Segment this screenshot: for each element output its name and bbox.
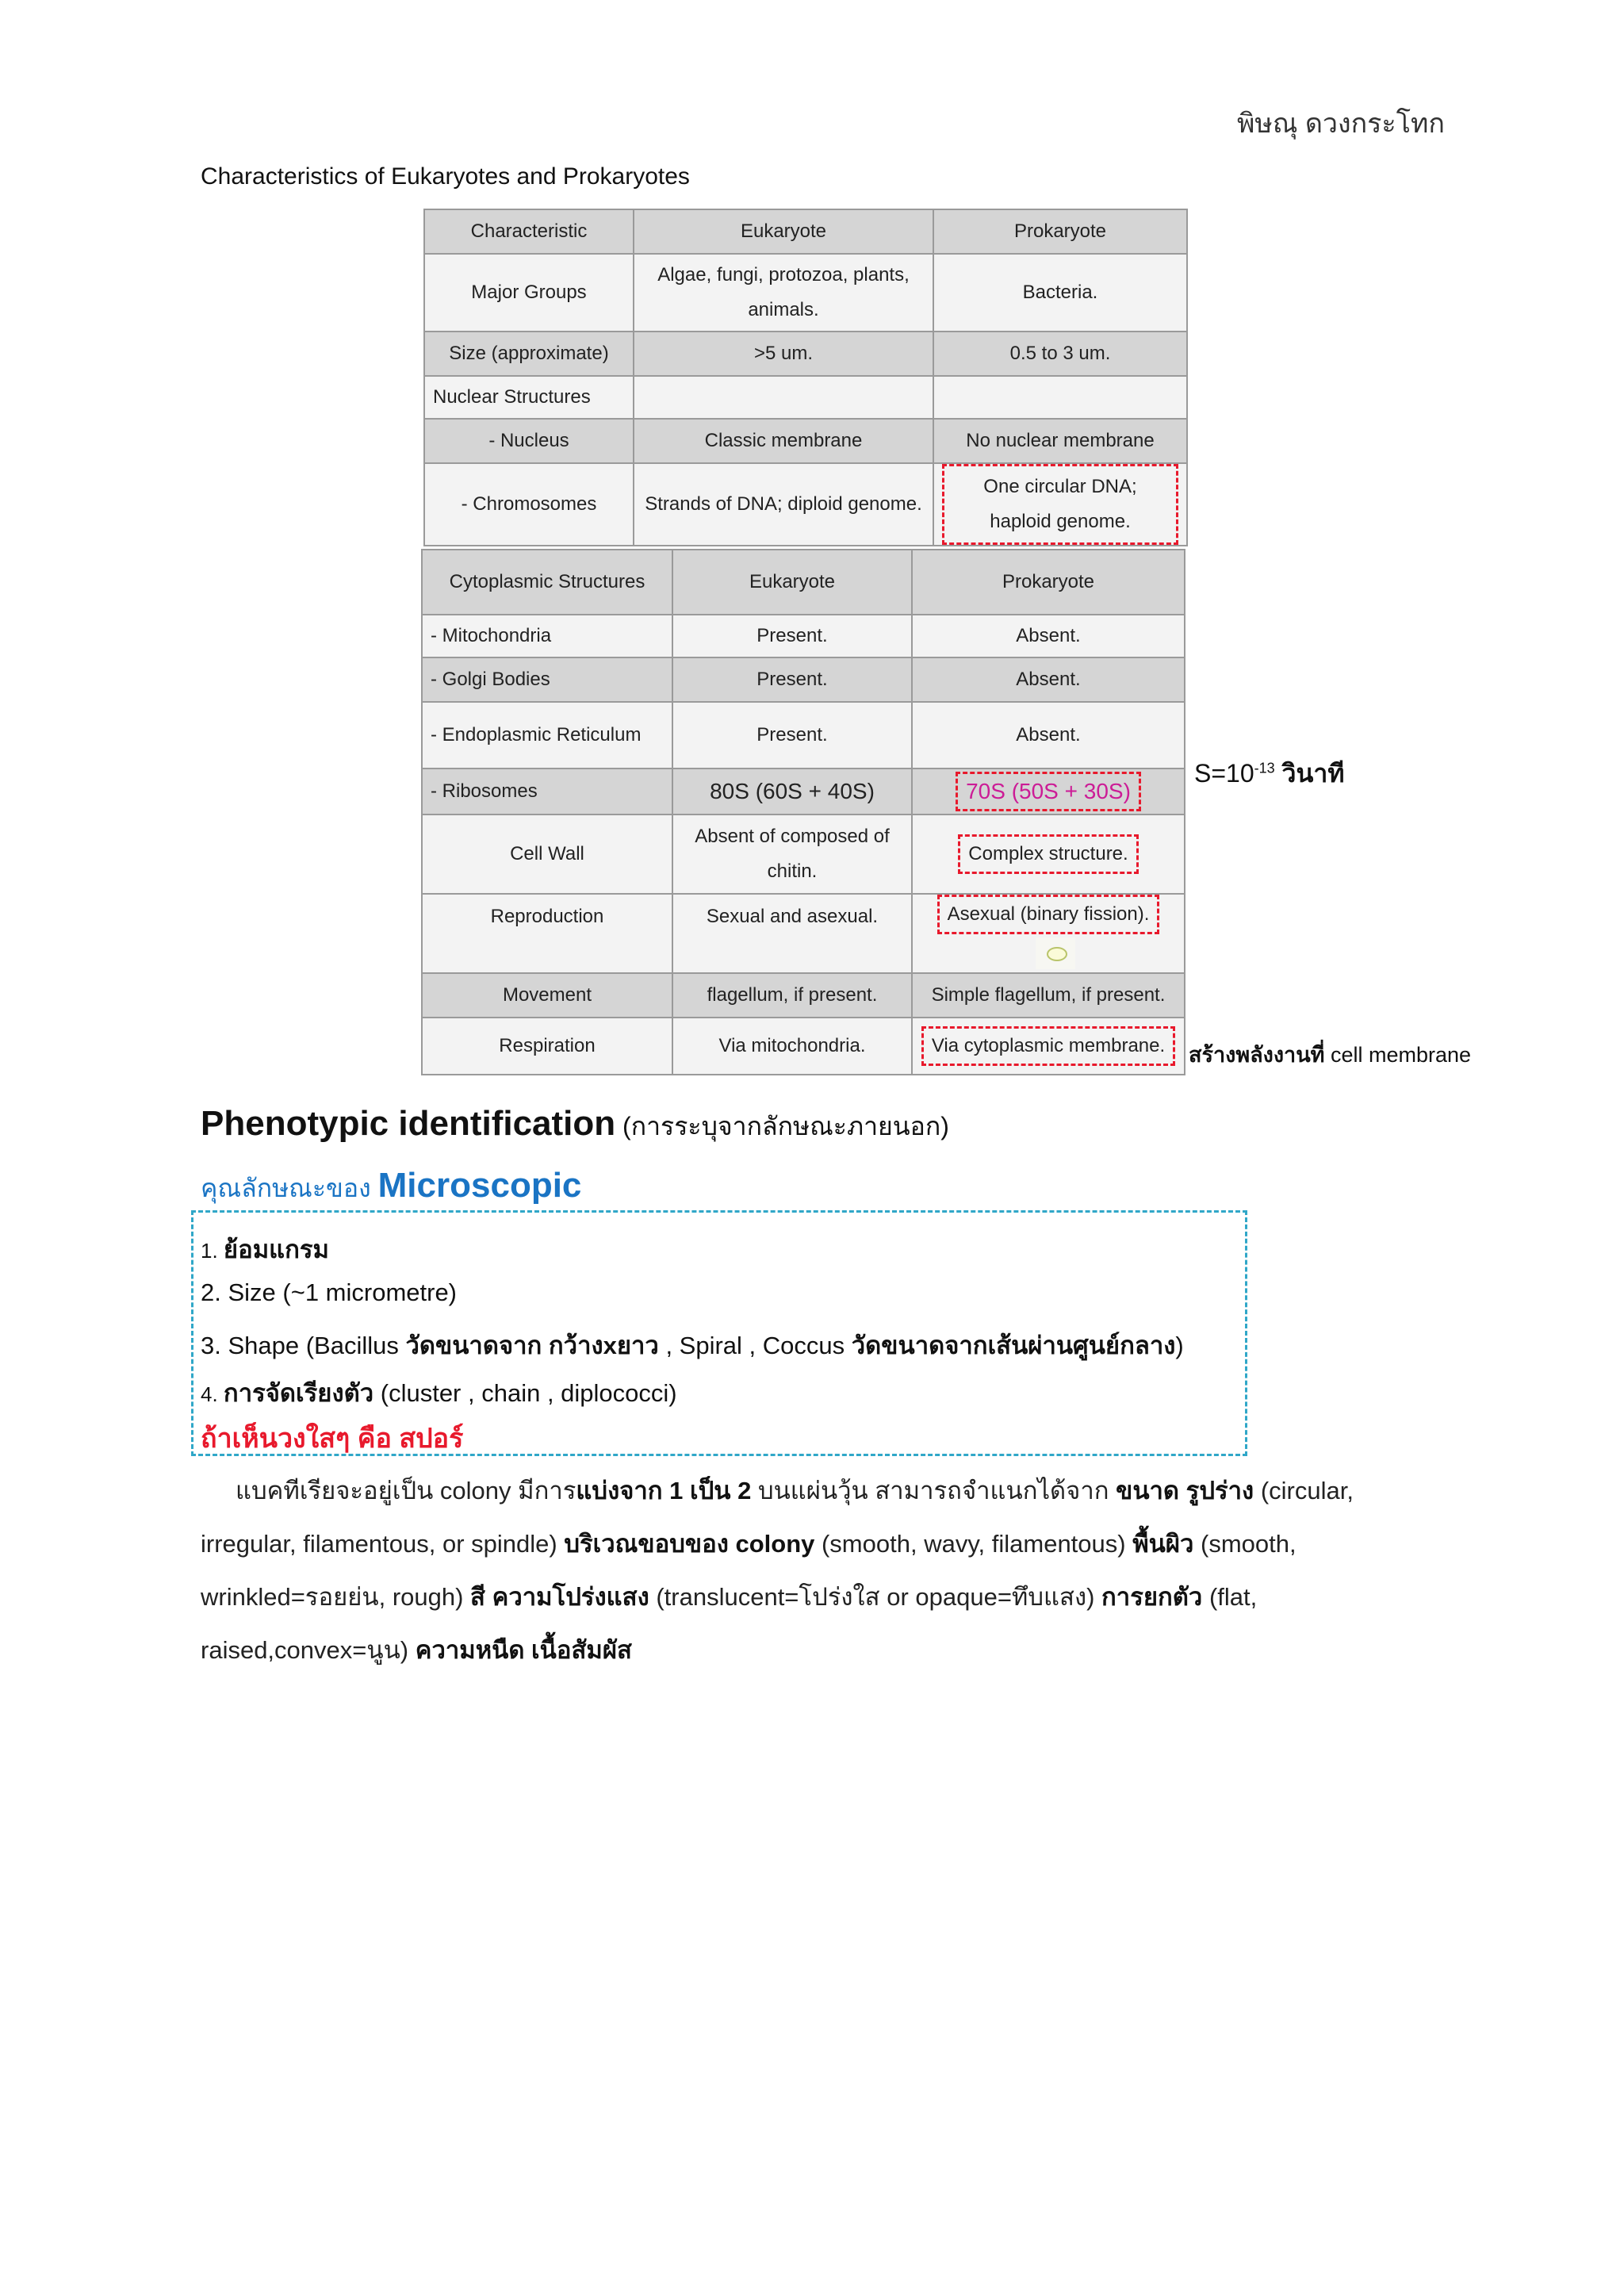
row-label: - Nucleus [424,419,634,463]
prokaryote-cell: Absent. [912,615,1185,657]
list-item: 3. Shape (Bacillus วัดขนาดจาก กว้างxยาว , Spiral , Coccus วัดขนาดจากเส้นผ่านศูนย์กลาง) [201,1332,1184,1359]
nuclear-comparison-table [423,209,1188,546]
table-row [422,657,1185,702]
eukaryote-cell: Absent of composed of chitin. [672,815,912,894]
eukaryote-cell: Present. [672,657,912,702]
table-row [422,815,1185,894]
eukaryote-cell: 80S (60S + 40S) [672,769,912,815]
header-characteristic: Characteristic [424,209,634,254]
row-label: Respiration [422,1018,672,1075]
table-row [422,702,1185,769]
eukaryote-cell: Algae, fungi, protozoa, plants, animals. [634,254,933,332]
row-label: - Mitochondria [422,615,672,657]
phenotypic-heading: Phenotypic identification (การระบุจากลักษณะภายนอก) [201,1104,949,1143]
highlighted-text: 70S (50S + 30S) [956,772,1141,811]
row-label: - Chromosomes [424,463,634,546]
header-prokaryote: Prokaryote [912,550,1185,615]
row-label: Movement [422,973,672,1018]
svedberg-note: $S=10^{-13}$ วินาที [1194,759,1345,788]
prokaryote-cell: No nuclear membrane [933,419,1187,463]
eukaryote-cell: Present. [672,702,912,769]
document-title: Characteristics of Eukaryotes and Prokaryotes [201,163,690,190]
table-row [422,769,1185,815]
eukaryote-cell: Via mitochondria. [672,1018,912,1075]
prokaryote-cell [912,769,1185,815]
cell-thumbnail-icon [1036,937,1075,969]
table-row [424,419,1187,463]
row-label: - Ribosomes [422,769,672,815]
list-item: 1. ย้อมแกรม [201,1236,329,1263]
table-row [422,1018,1185,1075]
row-label: Major Groups [424,254,634,332]
prokaryote-cell: 0.5 to 3 um. [933,332,1187,376]
row-label: Size (approximate) [424,332,634,376]
table-row [422,615,1185,657]
eukaryote-cell: >5 um. [634,332,933,376]
eukaryote-cell: Present. [672,615,912,657]
header-prokaryote: Prokaryote [933,209,1187,254]
prokaryote-cell [912,1018,1185,1075]
eukaryote-cell: flagellum, if present. [672,973,912,1018]
row-label: - Golgi Bodies [422,657,672,702]
table-row [424,376,1187,419]
table-row [424,463,1187,546]
table-row [422,973,1185,1018]
highlighted-text: One circular DNA; haploid genome. [942,464,1178,545]
table-header-row [424,209,1187,254]
list-item: 2. Size (~1 micrometre) [201,1278,458,1306]
spore-note: ถ้าเห็นวงใสๆ คือ สปอร์ [201,1424,464,1454]
header-eukaryote: Eukaryote [634,209,933,254]
table-row [424,254,1187,332]
energy-note: สร้างพลังงานที่ cell membrane [1189,1043,1472,1067]
microscopic-heading: คุณลักษณะของ Microscopic [201,1166,582,1205]
prokaryote-cell [912,815,1185,894]
prokaryote-cell: Absent. [912,657,1185,702]
row-label: Cell Wall [422,815,672,894]
cytoplasmic-comparison-table [421,549,1185,1075]
author-name: พิษณุ ดวงกระโทก [1237,109,1445,139]
highlighted-text: Asexual (binary fission). [937,895,1160,934]
eukaryote-cell: Classic membrane [634,419,933,463]
table-row [424,332,1187,376]
eukaryote-cell: Strands of DNA; diploid genome. [634,463,933,546]
prokaryote-cell: Bacteria. [933,254,1187,332]
colony-description-paragraph: แบคทีเรียจะอยู่เป็น colony มีการแบ่งจาก 1 เป็น 2 บนแผ่นวุ้น สามารถจำแนกได้จาก ขนาด รูปร่าง (circular, irregular, filamentous, or spindle) บริเวณขอบของ colony (smooth, wavy, filamentous) พื้นผิว (smooth, wrinkled=รอยย่น, rough) สี ความโปร่งแสง (translucent=โปร่งใส or opaque=ทึบแสง) การยกตัว (flat, raised,convex=นูน) ความหนืด เนื้อสัมผัส [201,1477,1354,1664]
header-cytoplasmic-structures: Cytoplasmic Structures [422,550,672,615]
row-label: Nuclear Structures [424,376,634,419]
row-label: Reproduction [422,894,672,973]
eukaryote-cell: Sexual and asexual. [672,894,912,973]
highlighted-text: Via cytoplasmic membrane. [921,1026,1175,1066]
highlighted-text: Complex structure. [958,834,1138,874]
header-eukaryote: Eukaryote [672,550,912,615]
prokaryote-cell [933,376,1187,419]
prokaryote-cell: Absent. [912,702,1185,769]
row-label: - Endoplasmic Reticulum [422,702,672,769]
table-header-row [422,550,1185,615]
prokaryote-cell [933,463,1187,546]
eukaryote-cell [634,376,933,419]
list-item: 4. การจัดเรียงตัว (cluster , chain , diplococci) [201,1379,677,1407]
prokaryote-cell: Simple flagellum, if present. [912,973,1185,1018]
